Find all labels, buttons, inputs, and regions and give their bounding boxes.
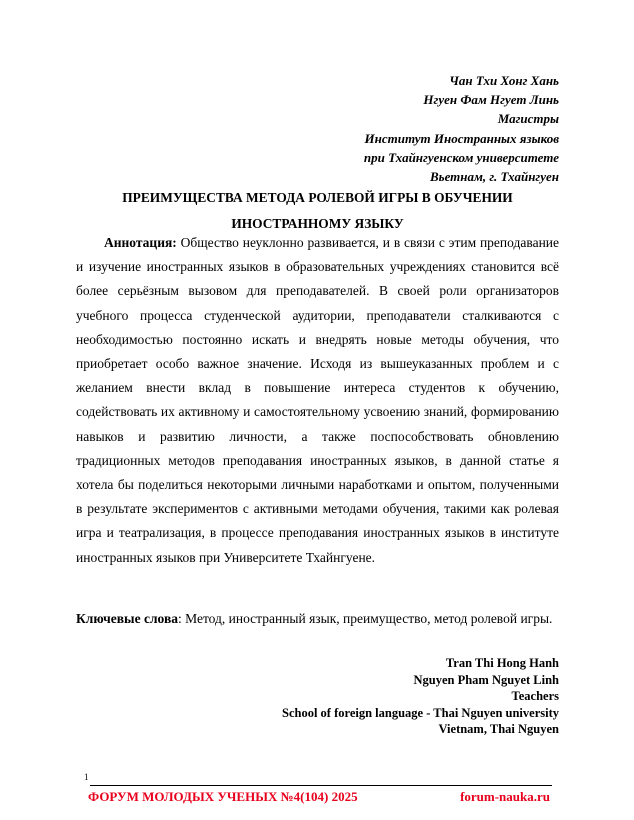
- author-position-en: Teachers: [511, 689, 559, 704]
- keywords-label: Ключевые слова: [76, 611, 178, 626]
- author-name-en-1: Tran Thi Hong Hanh: [445, 656, 559, 670]
- keywords-text: : Метод, иностранный язык, преимущество, метод ролевой игры.: [178, 611, 553, 626]
- abstract-text: Общество неуклонно развивается, и в связи с этим преподавание и изучение иностранных языков в образовательных учреждениях становится всё более серьёзным вызовом для преподавателей. В своей роли организаторов учебного процесса студенческой аудитории, преподаватели сталкиваются с необходимостью постоянно искать и внедрять новые методы обучения, что приобретает особо важное значение. Исходя из вышеуказанных проблем и с желанием внести вклад в повышение интереса студентов к обучению, содействовать их активному и самостоятельному усвоению знаний, формированию навыков и развитию личности, а также поспособствовать обновлению традиционных методов преподавания иностранных языков, в данной статье я хотела бы поделиться некоторыми личными наработками и опытом, полученными в результате экспериментов с активными методами обучения, такими как ролевая игра и театрализация, в процессе преподавания иностранных языков в институте иностранных языков при Университете Тхайнгуене.: [76, 235, 560, 565]
- keywords-paragraph: [76, 607, 559, 631]
- abstract-paragraph: [76, 231, 559, 570]
- abstract-label: Аннотация:: [104, 235, 177, 250]
- article-title: [76, 185, 559, 237]
- footnote-mark: 1: [84, 772, 89, 782]
- author-location: Вьетнам, г. Тхайнгуен: [429, 169, 559, 185]
- author-name-en-2: Nguyen Pham Nguyet Linh: [413, 672, 559, 687]
- journal-website: forum-nauka.ru: [460, 789, 550, 804]
- author-block-russian: [364, 71, 559, 186]
- author-degree: Магистры: [497, 111, 559, 127]
- author-university: при Тхайнгуенском университете: [363, 149, 559, 165]
- author-block-english: [282, 655, 559, 738]
- author-name-1: Чан Тхи Хонг Хань: [449, 73, 559, 88]
- author-school-en: School of foreign language - Thai Nguyen university: [282, 705, 559, 720]
- author-name-2: Нгуен Фам Нгует Линь: [423, 92, 559, 108]
- journal-name: ФОРУМ МОЛОДЫХ УЧЕНЫХ №4(104) 2025: [88, 789, 358, 804]
- author-institute: Институт Иностранных языков: [364, 130, 559, 146]
- article-title-line-1: ПРЕИМУЩЕСТВА МЕТОДА РОЛЕВОЙ ИГРЫ В ОБУЧЕНИИ: [122, 190, 513, 205]
- page-footer: [88, 788, 550, 806]
- author-location-en: Vietnam, Thai Nguyen: [438, 722, 559, 737]
- article-title-line-2: ИНОСТРАННОМУ ЯЗЫКУ: [231, 216, 404, 231]
- footnote-divider: [90, 785, 552, 786]
